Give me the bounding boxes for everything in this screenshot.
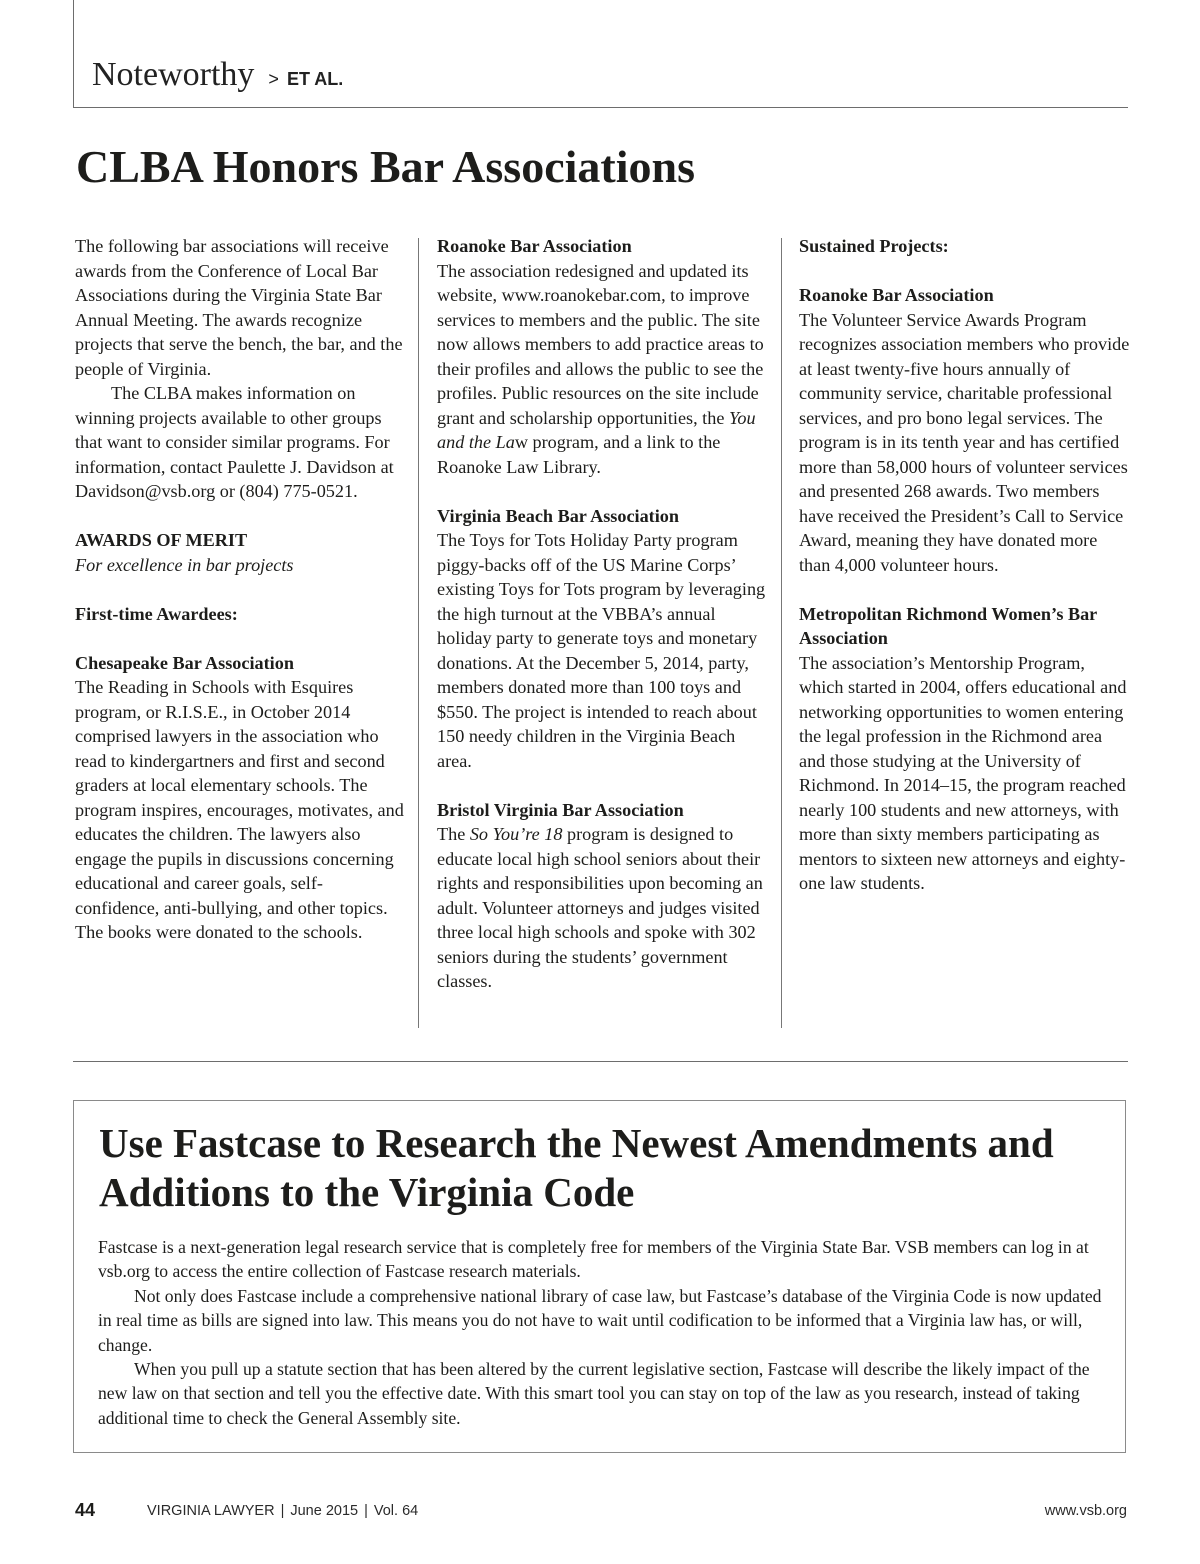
award-name: Metropolitan Richmond Women’s Bar Association bbox=[799, 603, 1097, 648]
article-title: CLBA Honors Bar Associations bbox=[76, 141, 695, 192]
awards-heading: AWARDS OF MERIT bbox=[75, 530, 248, 550]
award-name: Roanoke Bar Association bbox=[437, 236, 632, 256]
issue-date: June 2015 bbox=[290, 1503, 359, 1519]
award-name: Bristol Virginia Bar Association bbox=[437, 799, 684, 820]
section-arrow: > bbox=[268, 69, 279, 89]
fastcase-box bbox=[73, 1100, 1126, 1453]
column-divider bbox=[781, 238, 782, 1028]
section-separator bbox=[73, 1061, 1128, 1062]
fastcase-paragraph: Not only does Fastcase include a comprehensive national library of case law, but Fastcase’s database of the Virginia Code is now updated in real time as bills are signed into law. This means you do not have to wait until codification to be informed that a Virginia law has, or will, change. bbox=[98, 1285, 1102, 1355]
footer-separator: | bbox=[280, 1503, 285, 1519]
award-description: The Reading in Schools with Esquires program, or R.I.S.E., in October 2014 comprised lawyers in the association who read to kindergartners and first and second graders at local elementary schools. The program inspires, encourages, motivates, and educates the children. The lawyers also engage the pupils in discussions concerning educational and career goals, self-confidence, anti-bullying, and other topics. The books were donated to the schools. bbox=[75, 677, 404, 942]
page-number: 44 bbox=[75, 1500, 96, 1520]
magazine-name: VIRGINIA LAWYER bbox=[147, 1503, 275, 1519]
article-column-1 bbox=[75, 234, 405, 945]
award-name: Chesapeake Bar Association bbox=[75, 652, 294, 673]
fastcase-title: Use Fastcase to Research the Newest Amendments and Additions to the Virginia Code bbox=[99, 1120, 1054, 1215]
intro-paragraph: The following bar associations will receive awards from the Conference of Local Bar Associations during the Virginia State Bar Annual Meeting. The awards recognize projects that serve the bench, the bar, and the people of Virginia. bbox=[75, 236, 403, 379]
header-vertical-rule bbox=[73, 0, 74, 108]
award-description: The Toys for Tots Holiday Party program piggy-backs off of the US Marine Corps’ existing Toys for Tots program by leveraging the high turnout at the VBBA’s annual holiday party to generate toys and monetary donations. At the December 5, 2014, party, members donated more than 100 toys and $550. The project is intended to reach about 150 needy children in the Virginia Beach area. bbox=[437, 530, 766, 771]
section-name: Noteworthy bbox=[92, 56, 255, 93]
article-column-3 bbox=[799, 234, 1131, 896]
column-divider bbox=[418, 238, 419, 1028]
award-name: Virginia Beach Bar Association bbox=[437, 505, 680, 526]
header-rule bbox=[73, 107, 1128, 108]
intro-paragraph: The CLBA makes information on winning projects available to other groups that want to consider similar programs. For information, contact Paulette J. Davidson at Davidson@vsb.org or (804) 775-0521. bbox=[75, 383, 394, 501]
fastcase-body bbox=[98, 1235, 1108, 1430]
website-link[interactable]: www.vsb.org bbox=[1044, 1503, 1127, 1519]
fastcase-paragraph: Fastcase is a next-generation legal research service that is completely free for members of the Virginia State Bar. VSB members can log in at vsb.org to access the entire collection of Fastcase research materials. bbox=[98, 1237, 1089, 1282]
volume: Vol. 64 bbox=[373, 1503, 419, 1519]
award-description: The association’s Mentorship Program, which started in 2004, offers educational and networking opportunities to women entering the legal profession in the Richmond area and those studying at the University of Richmond. In 2014–15, the program reached nearly 100 students and new attorneys, with more than sixty members participating as mentors to sixteen new attorneys and eighty-one law students. bbox=[799, 652, 1127, 893]
fastcase-paragraph: When you pull up a statute section that has been altered by the current legislative section, Fastcase will describe the likely impact of the new law on that section and tell you the effective date. With this smart tool you can stay on top of the law as you research, instead of taking additional time to check the General Assembly site. bbox=[98, 1359, 1090, 1428]
first-time-heading: First-time Awardees: bbox=[75, 603, 238, 624]
award-description: The Volunteer Service Awards Program recognizes association members who provide at least twenty-five hours annually of community service, charitable professional services, and pro bono legal services. The program is in its tenth year and has certified more than 58,000 hours of volunteer services and presented 268 awards. Two members have received the President’s Call to Service Award, meaning they have donated more than 4,000 volunteer hours. bbox=[799, 309, 1130, 575]
awards-subheading: For excellence in bar projects bbox=[75, 554, 294, 575]
award-description: The association redesigned and updated its website, www.roanokebar.com, to improve services to members and the public. The site now allows members to add practice areas to their profiles and allows the public to see the profiles. Public resources on the site include grant and scholarship opportunities, the You and the Law program, and a link to the Roanoke Law Library. bbox=[437, 260, 764, 477]
award-description: The So You’re 18 program is designed to educate local high school seniors about their rights and responsibilities upon becoming an adult. Volunteer attorneys and judges visited three local high schools and spoke with 302 seniors during the students’ government classes. bbox=[437, 824, 763, 991]
award-name: Roanoke Bar Association bbox=[799, 285, 994, 305]
article-column-2 bbox=[437, 234, 767, 994]
footer-separator: | bbox=[364, 1503, 368, 1519]
subsection-name: ET AL. bbox=[286, 69, 344, 89]
sustained-heading: Sustained Projects: bbox=[799, 236, 949, 256]
page-footer bbox=[75, 1500, 1127, 1530]
section-header bbox=[92, 56, 343, 94]
publication-info bbox=[147, 1503, 418, 1519]
